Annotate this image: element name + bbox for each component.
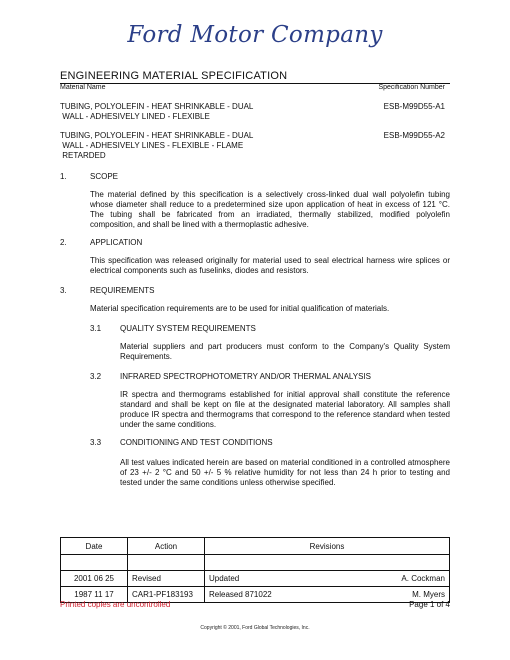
revision-date: 1987 11 17 — [61, 587, 128, 603]
subsection-title: CONDITIONING AND TEST CONDITIONS — [120, 438, 273, 447]
material-line: WALL - ADHESIVELY LINES - FLEXIBLE - FLAME — [60, 141, 244, 150]
revision-action: CAR1-PF183193 — [128, 587, 205, 603]
section-title-application: APPLICATION — [90, 238, 143, 247]
section-number: 1. — [60, 172, 67, 181]
scope-paragraph: The material defined by this specification is a selectively cross-linked dual wall polyolefin tubing whose diameter shall reduce to a predetermined size upon application of heat in excess of 121 °C. The tubing shall be fabricated from an irradiated, thermally stabilized, modified polyolefin composition, and shall be lined with a thermoplastic adhesive. — [90, 190, 450, 229]
material-line: TUBING, POLYOLEFIN - HEAT SHRINKABLE - DUAL — [60, 131, 254, 140]
table-row — [61, 571, 450, 587]
column-header-revisions: Revisions — [205, 538, 450, 555]
revision-text: Updated — [209, 574, 240, 583]
material-1-spec: ESB-M99D55-A1 — [383, 102, 445, 111]
section-title-scope: SCOPE — [90, 172, 119, 181]
ford-logo: Ford Motor Company — [127, 22, 383, 48]
application-paragraph: This specification was released originally for material used to seal electrical harness wire splices or electrical components such as fuselinks, diodes and resistors. — [90, 256, 450, 275]
subsection-paragraph: Material suppliers and part producers must conform to the Company's Quality System Requirements. — [120, 342, 450, 361]
material-2-spec: ESB-M99D55-A2 — [383, 131, 445, 140]
revision-action — [128, 555, 205, 571]
material-line: TUBING, POLYOLEFIN - HEAT SHRINKABLE - DUAL — [60, 102, 254, 111]
spec-number-label: Specification Number — [378, 84, 445, 91]
revision-date: 2001 06 25 — [61, 571, 128, 587]
table-row — [61, 555, 450, 571]
section-number: 3. — [60, 286, 67, 295]
uncontrolled-copy-notice: Printed copies are uncontrolled — [60, 600, 171, 609]
section-title-requirements: REQUIREMENTS — [90, 286, 155, 295]
copyright-notice: Copyright © 2001, Ford Global Technologies, Inc. — [200, 625, 310, 631]
subsection-paragraph: IR spectra and thermograms established for initial approval shall constitute the reference standard and shall be kept on file at the designated material laboratory. All samples shall produce IR spectra and thermograms that correspond to the reference standard when tested under the same conditions. — [120, 390, 450, 429]
revision-author: M. Myers — [412, 590, 445, 599]
revision-cell — [205, 571, 450, 587]
material-2-name — [60, 131, 340, 161]
revision-text: Released 871022 — [209, 590, 272, 599]
material-name-label: Material Name — [60, 84, 106, 91]
page-number: Page 1 of 4 — [409, 600, 450, 609]
column-header-action: Action — [128, 538, 205, 555]
revision-cell — [205, 555, 450, 571]
material-line: RETARDED — [60, 151, 106, 160]
subsection-number: 3.2 — [90, 372, 102, 381]
subsection-title: INFRARED SPECTROPHOTOMETRY AND/OR THERMAL ANALYSIS — [120, 372, 372, 381]
subsection-title: QUALITY SYSTEM REQUIREMENTS — [120, 324, 256, 333]
revision-action: Revised — [128, 571, 205, 587]
subsection-paragraph: All test values indicated herein are based on material conditioned in a controlled atmosphere of 23 +/- 2 °C and 50 +/- 5 % relative humidity for not less than 24 h prior to testing and tested under the same conditions unless otherwise specified. — [120, 458, 450, 487]
revision-date — [61, 555, 128, 571]
document-title: ENGINEERING MATERIAL SPECIFICATION — [60, 70, 288, 82]
revision-author: A. Cockman — [401, 574, 445, 583]
table-header-row — [61, 538, 450, 555]
material-line: WALL - ADHESIVELY LINED - FLEXIBLE — [60, 112, 210, 121]
revisions-table — [60, 537, 450, 603]
subsection-number: 3.3 — [90, 438, 102, 447]
section-number: 2. — [60, 238, 67, 247]
requirements-paragraph: Material specification requirements are to be used for initial qualification of materials. — [90, 304, 390, 313]
column-header-date: Date — [61, 538, 128, 555]
subsection-number: 3.1 — [90, 324, 102, 333]
material-1-name — [60, 102, 340, 122]
